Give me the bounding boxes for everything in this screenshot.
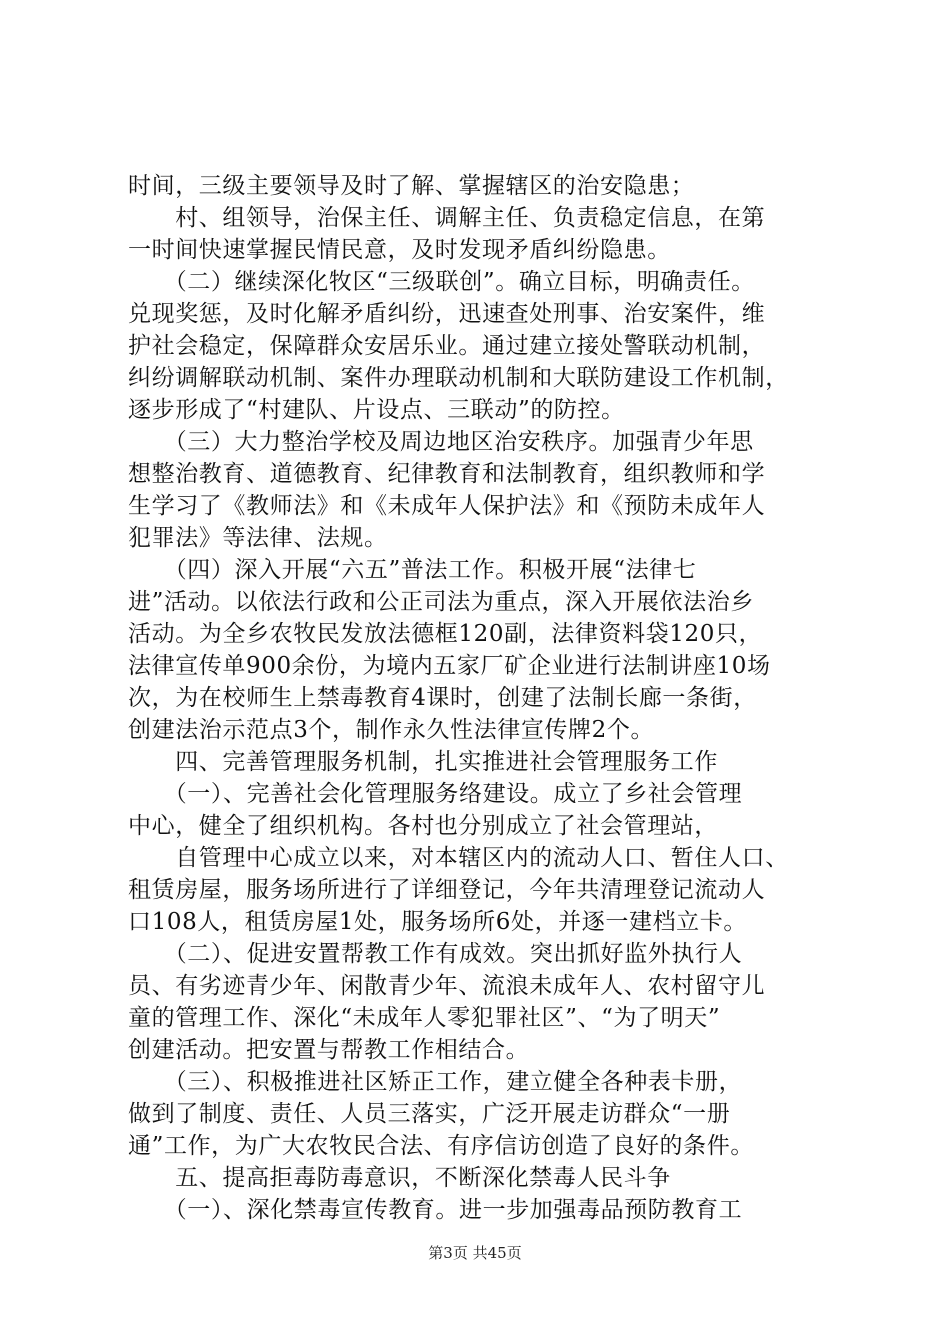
text-line: 活动。为全乡农牧民发放法德框120副，法律资料袋120只，: [128, 621, 763, 647]
page-footer: [0, 1242, 950, 1263]
text-line: 次，为在校师生上禁毒教育4课时，创建了法制长廊一条街，: [128, 685, 757, 711]
text-line: （一）、完善社会化管理服务络建设。成立了乡社会管理: [128, 781, 743, 807]
section-heading: 四、完善管理服务机制，扎实推进社会管理服务工作: [128, 749, 718, 775]
text-line: 想整治教育、道德教育、纪律教育和法制教育，组织教师和学: [128, 461, 766, 487]
text-line: （四）深入开展“六五”普法工作。积极开展“法律七: [128, 557, 697, 583]
page-number: 第3页 共45页: [428, 1244, 522, 1262]
text-line: 自管理中心成立以来，对本辖区内的流动人口、暂住人口、: [128, 845, 789, 871]
text-line: 逐步形成了“村建队、片设点、三联动”的防控。: [128, 397, 625, 423]
document-body: [128, 170, 832, 1226]
text-line: 犯罪法》等法律、法规。: [128, 525, 388, 551]
text-line: 租赁房屋，服务场所进行了详细登记，今年共清理登记流动人: [128, 877, 766, 903]
text-line: 时间，三级主要领导及时了解、掌握辖区的治安隐患；: [128, 173, 695, 199]
text-line: （二）继续深化牧区“三级联创”。确立目标，明确责任。: [128, 269, 755, 295]
section-heading: 五、提高拒毒防毒意识，不断深化禁毒人民斗争: [128, 1165, 671, 1191]
text-line: 做到了制度、责任、人员三落实，广泛开展走访群众“一册: [128, 1101, 731, 1127]
text-line: 生学习了《教师法》和《未成年人保护法》和《预防未成年人: [128, 493, 766, 519]
text-line: 村、组领导，治保主任、调解主任、负责稳定信息，在第: [128, 205, 766, 231]
text-line: 一时间快速掌握民情民意，及时发现矛盾纠纷隐患。: [128, 237, 671, 263]
text-line: 中心，健全了组织机构。各村也分别成立了社会管理站，: [128, 813, 718, 839]
text-line: 员、有劣迹青少年、闲散青少年、流浪未成年人、农村留守儿: [128, 973, 766, 999]
text-line: 童的管理工作、深化“未成年人零犯罪社区”、“为了明天”: [128, 1005, 721, 1031]
text-line: 纠纷调解联动机制、案件办理联动机制和大联防建设工作机制，: [128, 365, 789, 391]
text-line: 兑现奖惩，及时化解矛盾纠纷，迅速查处刑事、治安案件，维: [128, 301, 766, 327]
text-line: 创建活动。把安置与帮教工作相结合。: [128, 1037, 530, 1063]
text-line: （一）、深化禁毒宣传教育。进一步加强毒品预防教育工: [128, 1197, 743, 1223]
text-line: 法律宣传单900余份，为境内五家厂矿企业进行法制讲座10场: [128, 653, 771, 679]
text-line: 通”工作，为广大农牧民合法、有序信访创造了良好的条件。: [128, 1133, 754, 1159]
text-line: 护社会稳定，保障群众安居乐业。通过建立接处警联动机制，: [128, 333, 766, 359]
text-line: 创建法治示范点3个，制作永久性法律宣传牌2个。: [128, 717, 655, 743]
text-line: （二）、促进安置帮教工作有成效。突出抓好监外执行人: [128, 941, 743, 967]
text-line: （三）、积极推进社区矫正工作，建立健全各种表卡册，: [128, 1069, 743, 1095]
text-line: （三）大力整治学校及周边地区治安秩序。加强青少年思: [128, 429, 754, 455]
text-line: 进”活动。以依法行政和公正司法为重点，深入开展依法治乡: [128, 589, 754, 615]
text-line: 口108人，租赁房屋1处，服务场所6处，并逐一建档立卡。: [128, 909, 747, 935]
